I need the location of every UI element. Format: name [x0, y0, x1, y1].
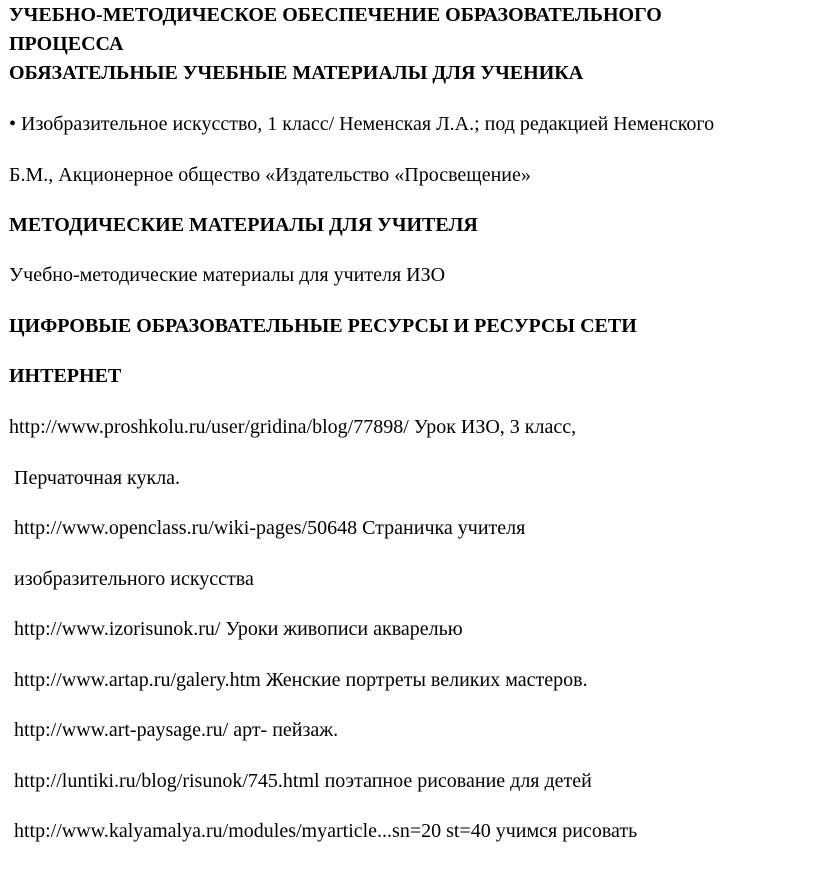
resource-text-glove-puppet: Перчаточная кукла.	[14, 467, 181, 489]
teacher-materials-heading: МЕТОДИЧЕСКИЕ МАТЕРИАЛЫ ДЛЯ УЧИТЕЛЯ	[9, 214, 478, 236]
resource-link-openclass[interactable]: http://www.openclass.ru/wiki-pages/50648 Страничка учителя	[14, 517, 526, 539]
resource-link-artap[interactable]: http://www.artap.ru/galery.htm Женские портреты великих мастеров.	[14, 669, 588, 691]
resource-link-luntiki[interactable]: http://luntiki.ru/blog/risunok/745.html поэтапное рисование для детей	[14, 770, 592, 792]
student-materials-heading: ОБЯЗАТЕЛЬНЫЕ УЧЕБНЫЕ МАТЕРИАЛЫ ДЛЯ УЧЕНИКА	[9, 62, 584, 84]
resource-link-art-paysage[interactable]: http://www.art-paysage.ru/ арт- пейзаж.	[14, 719, 339, 741]
page-title-line-2: ПРОЦЕССА	[9, 33, 124, 55]
digital-resources-heading-line-1: ЦИФРОВЫЕ ОБРАЗОВАТЕЛЬНЫЕ РЕСУРСЫ И РЕСУРСЫ СЕТИ	[9, 315, 637, 337]
resource-text-fine-arts: изобразительного искусства	[14, 568, 254, 590]
student-material-line-2: Б.М., Акционерное общество «Издательство «Просвещение»	[9, 164, 531, 186]
resource-link-kalyamalya[interactable]: http://www.kalyamalya.ru/modules/myarticle...sn=20 st=40 учимся рисовать	[14, 820, 638, 842]
resource-link-izorisunok[interactable]: http://www.izorisunok.ru/ Уроки живописи акварелью	[14, 618, 463, 640]
textbook-text: Изобразительное искусство, 1 класс/ Неменская Л.А.; под редакцией Неменского	[21, 113, 715, 135]
student-material-line-1	[9, 112, 714, 136]
page-title-line-1: УЧЕБНО-МЕТОДИЧЕСКОЕ ОБЕСПЕЧЕНИЕ ОБРАЗОВАТЕЛЬНОГО	[9, 4, 662, 26]
bullet-icon: •	[9, 113, 17, 135]
teacher-materials-text: Учебно-методические материалы для учителя ИЗО	[9, 264, 446, 286]
resource-link-proshkolu[interactable]: http://www.proshkolu.ru/user/gridina/blog/77898/ Урок ИЗО, 3 класс,	[9, 416, 577, 438]
digital-resources-heading-line-2: ИНТЕРНЕТ	[9, 365, 122, 387]
